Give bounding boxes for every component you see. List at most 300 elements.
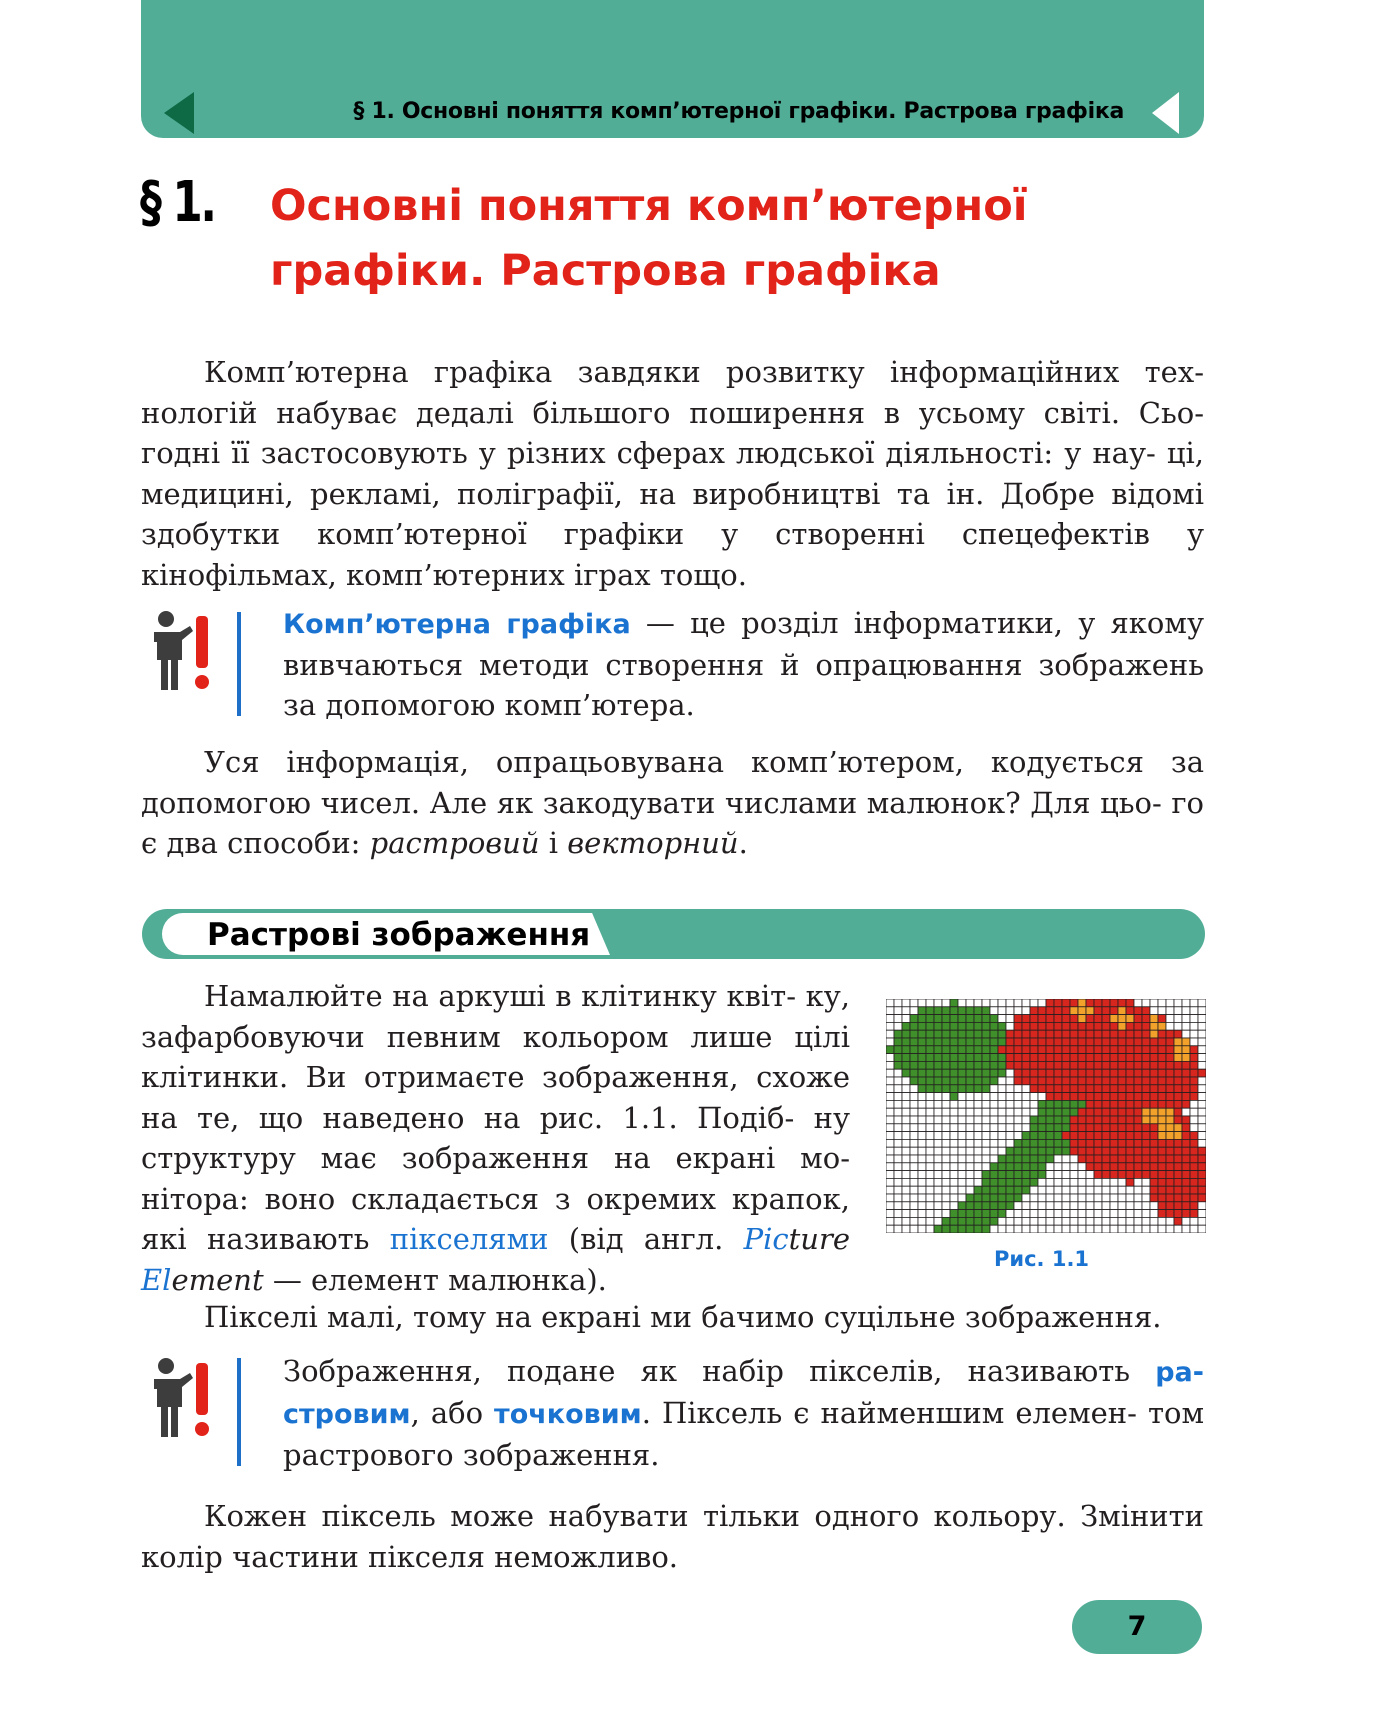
pixel-cell [910, 1225, 918, 1233]
pixel-cell [1078, 1139, 1086, 1147]
pixel-cell [918, 1163, 926, 1171]
pixel-cell [1054, 1178, 1062, 1186]
definition-rule [237, 1358, 241, 1466]
pixel-cell [1094, 1054, 1102, 1062]
pixel-cell [990, 1022, 998, 1030]
pixel-cell [1014, 1178, 1022, 1186]
pixel-cell [934, 1155, 942, 1163]
pixel-cell [1022, 1124, 1030, 1132]
pixel-cell [1054, 1194, 1062, 1202]
pixel-cell [918, 1116, 926, 1124]
pixel-cell [1086, 1155, 1094, 1163]
pixel-cell [1014, 999, 1022, 1007]
pixel-cell [1110, 1116, 1118, 1124]
pixel-cell [966, 1163, 974, 1171]
pixel-cell [1150, 1007, 1158, 1015]
pixel-cell [1166, 1007, 1174, 1015]
pixel-cell [1046, 1217, 1054, 1225]
pixel-cell [1046, 1022, 1054, 1030]
pixel-cell [1174, 1155, 1182, 1163]
pixel-cell [1022, 1147, 1030, 1155]
pixel-cell [894, 1077, 902, 1085]
pixel-cell [982, 1030, 990, 1038]
pixel-cell [1166, 1046, 1174, 1054]
pixel-cell [1086, 1046, 1094, 1054]
pixel-cell [1110, 1210, 1118, 1218]
pixel-cell [1030, 1202, 1038, 1210]
pixel-cell [1150, 1108, 1158, 1116]
pixel-cell [1102, 1163, 1110, 1171]
pixel-cell [1038, 1163, 1046, 1171]
pixel-cell [1014, 1054, 1022, 1062]
pixel-cell [974, 1007, 982, 1015]
pixel-cell [894, 1202, 902, 1210]
pixel-cell [1006, 1085, 1014, 1093]
pixel-cell [1134, 1030, 1142, 1038]
pixel-cell [1038, 1116, 1046, 1124]
pixel-cell [1126, 1132, 1134, 1140]
pixel-cell [886, 1069, 894, 1077]
pixel-cell [918, 1132, 926, 1140]
pixel-cell [1182, 1093, 1190, 1101]
pixel-cell [958, 1139, 966, 1147]
pixel-cell [1190, 1163, 1198, 1171]
pixel-cell [1174, 1015, 1182, 1023]
pixel-cell [1110, 1202, 1118, 1210]
pixel-cell [1134, 1038, 1142, 1046]
pixel-cell [1118, 1210, 1126, 1218]
pixel-cell [1038, 1030, 1046, 1038]
pixel-cell [894, 1085, 902, 1093]
pixel-cell [1158, 1046, 1166, 1054]
pixel-cell [990, 1007, 998, 1015]
pixel-cell [1014, 1139, 1022, 1147]
pixel-cell [1070, 1163, 1078, 1171]
pixel-cell [958, 1147, 966, 1155]
pixel-cell [982, 1007, 990, 1015]
pixel-cell [974, 1163, 982, 1171]
pixel-cell [1022, 1139, 1030, 1147]
pixel-cell [990, 1171, 998, 1179]
pixel-cell [1038, 1132, 1046, 1140]
pixel-cell [1142, 1147, 1150, 1155]
pixel-cell [886, 1077, 894, 1085]
pixel-cell [1070, 999, 1078, 1007]
pixel-cell [958, 1217, 966, 1225]
pixel-cell [1094, 1147, 1102, 1155]
pixel-cell [1134, 1178, 1142, 1186]
pixel-cell [1142, 1155, 1150, 1163]
pixel-cell [1166, 1077, 1174, 1085]
pixel-cell [958, 1202, 966, 1210]
pixel-cell [934, 1171, 942, 1179]
pixel-cell [942, 1100, 950, 1108]
pixel-cell [1150, 1139, 1158, 1147]
pixel-cell [1054, 1093, 1062, 1101]
pixel-cell [1078, 1100, 1086, 1108]
pixel-cell [1198, 1194, 1206, 1202]
pixel-cell [934, 1038, 942, 1046]
pixel-cell [1102, 1108, 1110, 1116]
pixel-cell [1022, 1178, 1030, 1186]
pixel-cell [902, 1155, 910, 1163]
pixel-cell [958, 1085, 966, 1093]
pixel-cell [974, 1171, 982, 1179]
pixel-cell [1142, 1217, 1150, 1225]
pixel-cell [1110, 1155, 1118, 1163]
pixel-cell [1174, 1116, 1182, 1124]
pixel-cell [910, 1186, 918, 1194]
pixel-cell [894, 1147, 902, 1155]
pixel-cell [1126, 1186, 1134, 1194]
pixel-cell [1054, 1085, 1062, 1093]
pixel-cell [1134, 1093, 1142, 1101]
pixel-cell [1102, 1132, 1110, 1140]
pixel-cell [950, 999, 958, 1007]
pixel-cell [902, 1093, 910, 1101]
pixel-cell [974, 1217, 982, 1225]
pixel-cell [1094, 1124, 1102, 1132]
pixel-cell [1134, 1022, 1142, 1030]
pixel-cell [1110, 1085, 1118, 1093]
pixel-cell [934, 1186, 942, 1194]
pixel-cell [886, 1054, 894, 1062]
pixel-cell [902, 1038, 910, 1046]
pixel-cell [1062, 1178, 1070, 1186]
pixel-cell [982, 1116, 990, 1124]
pixel-cell [966, 1225, 974, 1233]
pixel-cell [918, 1225, 926, 1233]
pixel-cell [1134, 1124, 1142, 1132]
pixel-cell [958, 1194, 966, 1202]
pixel-cell [1118, 1093, 1126, 1101]
pixel-cell [926, 1163, 934, 1171]
pixel-cell [990, 1093, 998, 1101]
pixel-cell [950, 1085, 958, 1093]
pixel-cell [1022, 1171, 1030, 1179]
pixel-cell [1190, 1069, 1198, 1077]
pixel-cell [958, 1171, 966, 1179]
pixel-cell [1086, 1139, 1094, 1147]
pixel-cell [1150, 1186, 1158, 1194]
pixel-cell [1166, 1100, 1174, 1108]
pixel-cell [1054, 999, 1062, 1007]
figure-caption: Рис. 1.1 [994, 1247, 1090, 1271]
pixel-cell [902, 1124, 910, 1132]
pixel-cell [1014, 1124, 1022, 1132]
pixel-cell [1070, 1046, 1078, 1054]
pixel-cell [974, 1225, 982, 1233]
pixel-cell [958, 999, 966, 1007]
pixel-cell [1134, 1015, 1142, 1023]
pixel-cell [1030, 1046, 1038, 1054]
pixel-cell [1190, 1178, 1198, 1186]
pixel-cell [1142, 1054, 1150, 1062]
pixel-cell [1118, 1100, 1126, 1108]
pixel-cell [1142, 1178, 1150, 1186]
pixel-cell [1158, 1061, 1166, 1069]
pixel-cell [990, 1108, 998, 1116]
pixel-cell [974, 1210, 982, 1218]
pixel-cell [1046, 1171, 1054, 1179]
pixel-cell [1174, 1069, 1182, 1077]
pixel-cell [1014, 1007, 1022, 1015]
pixel-cell [1110, 1030, 1118, 1038]
pixel-cell [1182, 1124, 1190, 1132]
pixel-cell [910, 1217, 918, 1225]
pixel-cell [886, 1217, 894, 1225]
pixel-cell [1022, 1217, 1030, 1225]
pixel-cell [1198, 1139, 1206, 1147]
pixel-cell [1102, 1124, 1110, 1132]
pixel-cell [974, 1054, 982, 1062]
pixel-cell [1086, 1085, 1094, 1093]
pixel-cell [1094, 1093, 1102, 1101]
pixel-cell [1030, 1061, 1038, 1069]
pixel-cell [998, 1210, 1006, 1218]
pixel-cell [958, 1116, 966, 1124]
pixel-cell [982, 1124, 990, 1132]
pixel-cell [1182, 1108, 1190, 1116]
pixel-cell [1038, 1077, 1046, 1085]
pixel-cell [1126, 1217, 1134, 1225]
pixel-cell [1006, 1030, 1014, 1038]
pixel-cell [894, 1061, 902, 1069]
pixel-cell [1118, 1194, 1126, 1202]
pixel-cell [1150, 1116, 1158, 1124]
pixel-cell [1118, 1007, 1126, 1015]
pixel-cell [982, 1069, 990, 1077]
pixel-cell [1102, 1202, 1110, 1210]
pixel-cell [1086, 1163, 1094, 1171]
pixel-cell [1174, 1077, 1182, 1085]
pixel-cell [1078, 1108, 1086, 1116]
pixel-cell [1078, 1155, 1086, 1163]
pixel-cell [942, 1093, 950, 1101]
pixel-cell [934, 1225, 942, 1233]
pixel-cell [958, 1038, 966, 1046]
pixel-cell [1190, 1093, 1198, 1101]
pixel-cell [974, 1077, 982, 1085]
pixel-cell [1142, 1108, 1150, 1116]
pixel-cell [894, 1210, 902, 1218]
pixel-cell [982, 1108, 990, 1116]
pixel-cell [1006, 1100, 1014, 1108]
pixel-cell [1118, 1046, 1126, 1054]
pixel-cell [1182, 1155, 1190, 1163]
term-raster: стровим [283, 1399, 411, 1430]
pixel-cell [1110, 999, 1118, 1007]
pixel-cell [1150, 1093, 1158, 1101]
pixel-cell [998, 1132, 1006, 1140]
pixel-cell [1094, 1132, 1102, 1140]
pixel-cell [1126, 1100, 1134, 1108]
pixel-cell [1046, 1163, 1054, 1171]
pixel-cell [1038, 1202, 1046, 1210]
pixel-cell [1094, 1155, 1102, 1163]
pixel-cell [998, 1202, 1006, 1210]
pixel-cell [918, 1217, 926, 1225]
pixel-cell [998, 1046, 1006, 1054]
pixel-cell [1126, 1054, 1134, 1062]
pixel-cell [966, 1093, 974, 1101]
pixel-cell [1190, 1210, 1198, 1218]
pixel-cell [942, 1225, 950, 1233]
pixel-cell [1158, 1007, 1166, 1015]
pixel-cell [950, 1217, 958, 1225]
pixel-cell [1118, 999, 1126, 1007]
pixel-cell [1014, 1132, 1022, 1140]
pixel-cell [1030, 1030, 1038, 1038]
pixel-cell [958, 1124, 966, 1132]
pixel-cell [1086, 1077, 1094, 1085]
pixel-cell [1198, 1116, 1206, 1124]
pixel-cell [950, 1054, 958, 1062]
pixel-cell [1198, 1077, 1206, 1085]
pixel-cell [950, 1015, 958, 1023]
pixel-cell [926, 999, 934, 1007]
pixel-cell [1022, 1163, 1030, 1171]
pixel-cell [950, 1038, 958, 1046]
pixel-cell [1086, 1093, 1094, 1101]
pixel-cell [942, 1015, 950, 1023]
pixel-cell [1046, 1225, 1054, 1233]
pixel-cell [1054, 1038, 1062, 1046]
pixel-cell [1150, 1202, 1158, 1210]
pixel-cell [1158, 1100, 1166, 1108]
pixel-cell [1094, 1038, 1102, 1046]
pixel-cell [1166, 1225, 1174, 1233]
pixel-cell [1126, 1155, 1134, 1163]
pixel-cell [1086, 1100, 1094, 1108]
pixel-cell [1022, 1038, 1030, 1046]
pixel-cell [1006, 1202, 1014, 1210]
pixel-cell [894, 1100, 902, 1108]
pixel-cell [1158, 1054, 1166, 1062]
pixel-cell [1102, 1061, 1110, 1069]
pixel-cell [1190, 1202, 1198, 1210]
pixel-cell [1166, 1147, 1174, 1155]
pixel-cell [934, 1147, 942, 1155]
pixel-cell [1198, 1100, 1206, 1108]
pixel-cell [1062, 1171, 1070, 1179]
pixel-cell [1046, 1007, 1054, 1015]
pixel-cell [1014, 1100, 1022, 1108]
pixel-cell [894, 1116, 902, 1124]
pixel-cell [1006, 1116, 1014, 1124]
pixel-cell [934, 1217, 942, 1225]
pixel-cell [1102, 1015, 1110, 1023]
pixel-cell [1118, 1155, 1126, 1163]
term-dot: точковим [494, 1399, 642, 1430]
pixel-cell [942, 1210, 950, 1218]
pixel-cell [1046, 1038, 1054, 1046]
pixel-cell [1142, 1046, 1150, 1054]
pixel-cell [1006, 1077, 1014, 1085]
triangle-left-icon[interactable] [164, 92, 194, 134]
pixel-cell [1166, 1054, 1174, 1062]
pixel-cell [926, 1194, 934, 1202]
pixel-cell [934, 1108, 942, 1116]
pixel-cell [1126, 999, 1134, 1007]
pixel-cell [1078, 1194, 1086, 1202]
pixel-cell [1102, 1100, 1110, 1108]
pixel-cell [1038, 1139, 1046, 1147]
pixel-cell [918, 1093, 926, 1101]
pixel-cell [1102, 1116, 1110, 1124]
pixel-cell [1014, 1186, 1022, 1194]
pixel-cell [1126, 1139, 1134, 1147]
pixel-cell [1198, 1061, 1206, 1069]
pixel-cell [942, 1116, 950, 1124]
pixel-cell [1006, 1046, 1014, 1054]
pixel-cell [886, 1038, 894, 1046]
pixel-cell [1190, 1054, 1198, 1062]
pixel-cell [950, 1124, 958, 1132]
pixel-cell [1142, 1116, 1150, 1124]
pixel-cell [926, 1015, 934, 1023]
pixel-cell [902, 1046, 910, 1054]
pixel-cell [1118, 1030, 1126, 1038]
pixel-cell [1038, 1217, 1046, 1225]
pixel-cell [1014, 1061, 1022, 1069]
pixel-cell [1190, 1100, 1198, 1108]
pixel-cell [902, 1194, 910, 1202]
pixel-cell [990, 1225, 998, 1233]
pixel-cell [1134, 1225, 1142, 1233]
pixel-cell [910, 1139, 918, 1147]
pixel-cell [1142, 1163, 1150, 1171]
triangle-right-icon[interactable] [1152, 92, 1179, 134]
pixel-cell [910, 1022, 918, 1030]
pixel-cell [1030, 1007, 1038, 1015]
pixel-cell [1134, 1069, 1142, 1077]
pixel-cell [998, 1225, 1006, 1233]
pixel-cell [910, 1108, 918, 1116]
pixel-cell [1086, 1194, 1094, 1202]
pixel-cell [1110, 1046, 1118, 1054]
pixel-cell [950, 1171, 958, 1179]
pixel-cell [966, 1139, 974, 1147]
pixel-cell [1094, 1061, 1102, 1069]
pixel-cell [1150, 1069, 1158, 1077]
pixel-cell [1094, 1022, 1102, 1030]
pixel-cell [966, 1061, 974, 1069]
pixel-cell [966, 1147, 974, 1155]
pixel-cell [1198, 1015, 1206, 1023]
pixel-cell [998, 1054, 1006, 1062]
pixel-cell [918, 1022, 926, 1030]
pixel-cell [1126, 1116, 1134, 1124]
pixel-cell [982, 1077, 990, 1085]
pixel-cell [1110, 1054, 1118, 1062]
pixels-link[interactable]: пікселями [389, 1222, 549, 1256]
pixel-cell [1046, 1108, 1054, 1116]
pixel-cell [926, 1022, 934, 1030]
pixel-cell [1046, 1061, 1054, 1069]
pixel-cell [1126, 1069, 1134, 1077]
pixel-cell [966, 1194, 974, 1202]
pixel-cell [1118, 1085, 1126, 1093]
pixel-cell [918, 1186, 926, 1194]
pixel-cell [934, 1100, 942, 1108]
pixel-cell [886, 1139, 894, 1147]
pixel-cell [1022, 1069, 1030, 1077]
pixel-cell [1110, 1217, 1118, 1225]
pixel-cell [1094, 1046, 1102, 1054]
pixel-cell [1166, 1217, 1174, 1225]
pixel-cell [1070, 1108, 1078, 1116]
